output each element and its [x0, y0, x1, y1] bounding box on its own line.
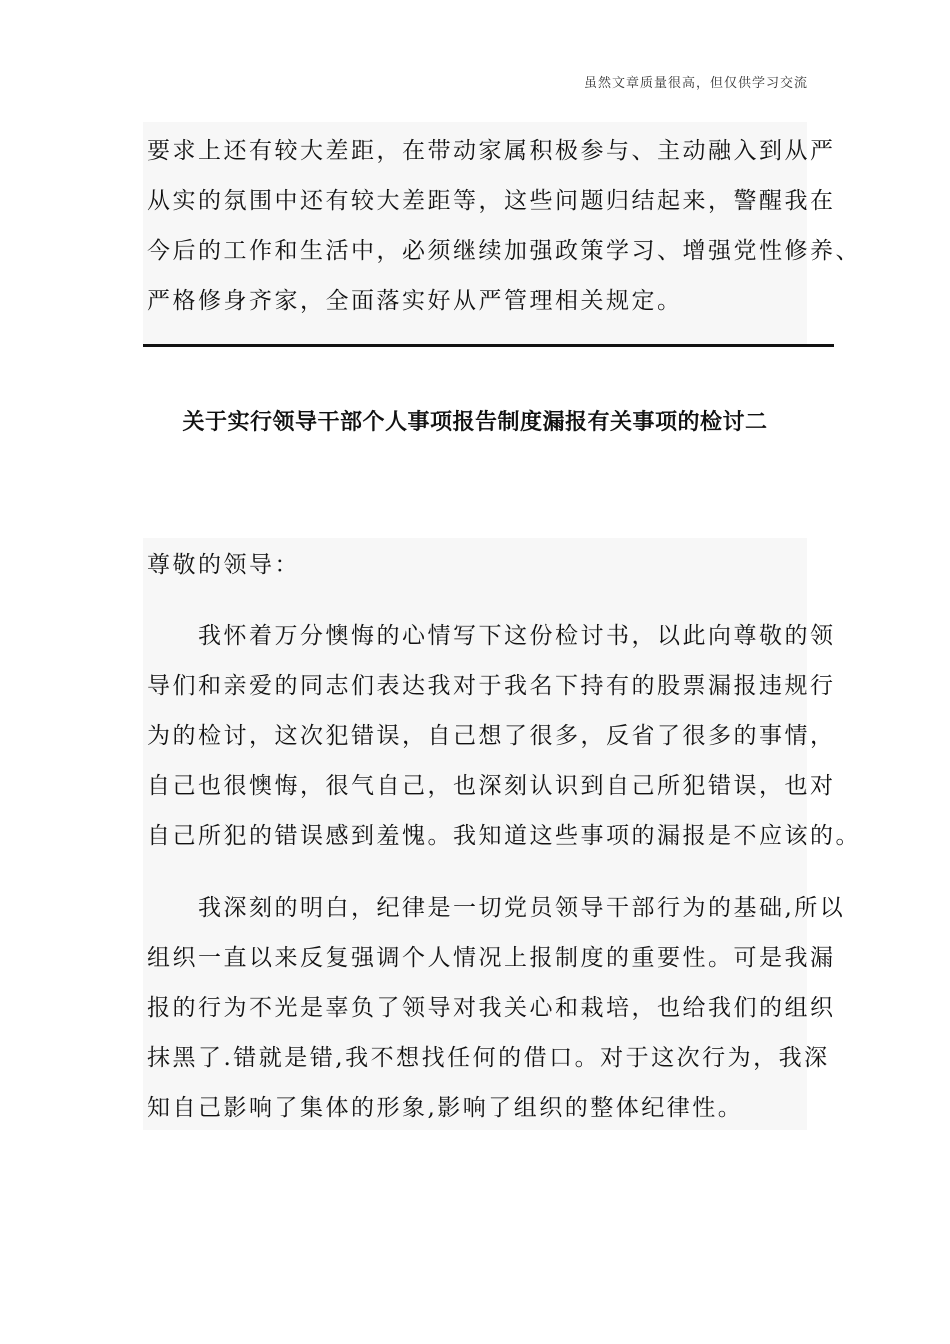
- paragraph-line: 要求上还有较大差距，在带动家属积极参与、主动融入到从严: [147, 138, 836, 164]
- paragraph-line: 为的检讨，这次犯错误，自己想了很多，反省了很多的事情，: [147, 723, 836, 749]
- paragraph-line: 严格修身齐家，全面落实好从严管理相关规定。: [147, 288, 683, 314]
- paragraph-line: 抹黑了.错就是错,我不想找任何的借口。对于这次行为，我深: [147, 1045, 830, 1071]
- paragraph-line: 报的行为不光是辜负了领导对我关心和栽培，也给我们的组织: [147, 995, 836, 1021]
- paragraph-line: 从实的氛围中还有较大差距等，这些问题归结起来，警醒我在: [147, 188, 836, 214]
- paragraph-line: 导们和亲爱的同志们表达我对于我名下持有的股票漏报违规行: [147, 673, 836, 699]
- paragraph-line: 组织一直以来反复强调个人情况上报制度的重要性。可是我漏: [147, 945, 836, 971]
- header-note: 虽然文章质量很高，但仅供学习交流: [583, 76, 808, 91]
- salutation: 尊敬的领导：: [147, 552, 300, 578]
- paragraph-line: 我怀着万分懊悔的心情写下这份检讨书，以此向尊敬的领: [147, 623, 836, 649]
- section-divider: [143, 344, 834, 347]
- document-title: 关于实行领导干部个人事项报告制度漏报有关事项的检讨二: [182, 410, 768, 435]
- paragraph-line: 自己也很懊悔，很气自己，也深刻认识到自己所犯错误，也对: [147, 773, 836, 799]
- paragraph-line: 今后的工作和生活中，必须继续加强政策学习、增强党性修养、: [147, 238, 861, 264]
- paragraph-line: 我深刻的明白，纪律是一切党员领导干部行为的基础,所以: [147, 895, 846, 921]
- paragraph-line: 自己所犯的错误感到羞愧。我知道这些事项的漏报是不应该的。: [147, 823, 861, 849]
- paragraph-line: 知自己影响了集体的形象,影响了组织的整体纪律性。: [147, 1095, 744, 1121]
